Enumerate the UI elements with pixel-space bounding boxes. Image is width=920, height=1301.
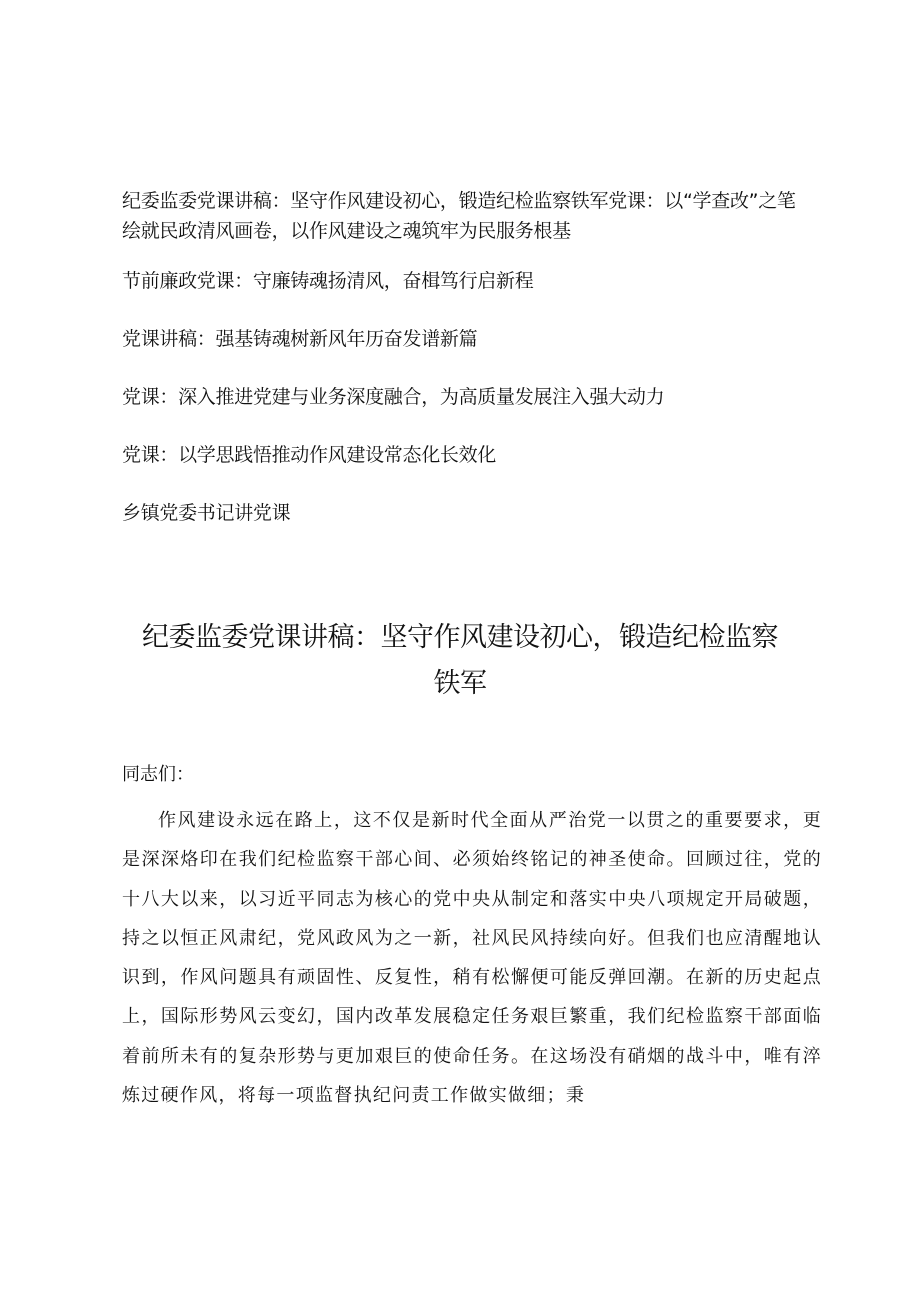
table-of-contents <box>122 186 822 528</box>
toc-item: 纪委监委党课讲稿：坚守作风建设初心，锻造纪检监察铁军党课：以“学查改”之笔绘就民政清风画卷，以作风建设之魂筑牢为民服务根基 <box>122 190 796 242</box>
body-paragraph: 作风建设永远在路上，这不仅是新时代全面从严治党一以贯之的重要要求，更是深深烙印在我们纪检监察干部心间、必须始终铭记的神圣使命。回顾过往，党的十八大以来，以习近平同志为核心的党中央从制定和落实中央八项规定开局破题，持之以恒正风肃纪，党风政风为之一新，社风民风持续向好。但我们也应清醒地认识到，作风问题具有顽固性、反复性，稍有松懈便可能反弹回潮。在新的历史起点上，国际形势风云变幻，国内改革发展稳定任务艰巨繁重，我们纪检监察干部面临着前所未有的复杂形势与更加艰巨的使命任务。在这场没有硝烟的战斗中，唯有淬炼过硬作风，将每一项监督执纪问责工作做实做细；秉 <box>122 810 822 1107</box>
toc-item: 党课：深入推进党建与业务深度融合，为高质量发展注入强大动力 <box>122 386 665 408</box>
toc-item: 乡镇党委书记讲党课 <box>122 502 291 524</box>
greeting: 同志们： <box>122 764 194 785</box>
toc-item: 党课：以学思践悟推动作风建设常态化长效化 <box>122 444 497 466</box>
article-title: 纪委监委党课讲稿：坚守作风建设初心，锻造纪检监察铁军 <box>142 622 778 699</box>
toc-item: 党课讲稿：强基铸魂树新风年历奋发谱新篇 <box>122 328 478 350</box>
toc-item: 节前廉政党课：守廉铸魂扬清风，奋楫笃行启新程 <box>122 270 534 292</box>
